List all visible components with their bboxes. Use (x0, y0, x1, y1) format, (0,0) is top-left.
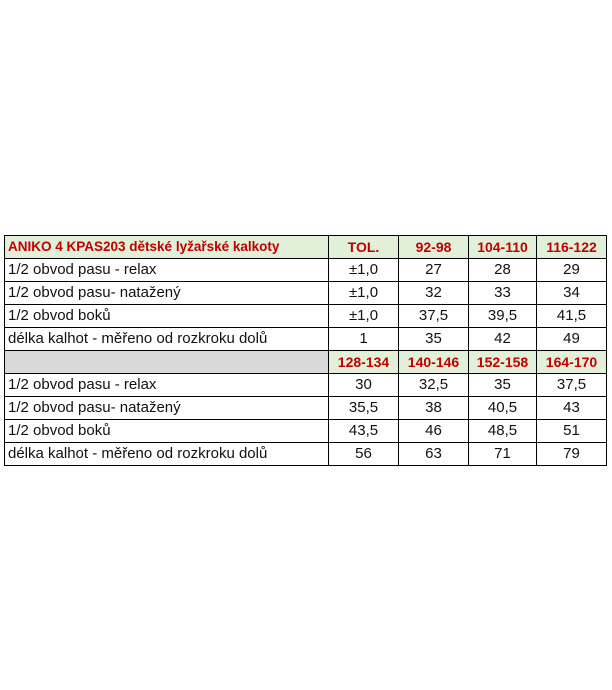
blank-header-cell (5, 351, 329, 374)
row-label: 1/2 obvod boků (5, 305, 329, 328)
cell-value: ±1,0 (329, 282, 399, 305)
header-cell-size: 152-158 (469, 351, 537, 374)
cell-value: ±1,0 (329, 305, 399, 328)
header-row-1 (5, 236, 607, 259)
table-row (5, 420, 607, 443)
cell-value: 30 (329, 374, 399, 397)
header-cell-size: 104-110 (469, 236, 537, 259)
header-cell-size: 164-170 (537, 351, 607, 374)
cell-value: 27 (399, 259, 469, 282)
header-cell-size: 116-122 (537, 236, 607, 259)
cell-value: 35 (469, 374, 537, 397)
row-label: 1/2 obvod pasu - relax (5, 259, 329, 282)
row-label: délka kalhot - měřeno od rozkroku dolů (5, 443, 329, 466)
row-label: 1/2 obvod pasu- natažený (5, 397, 329, 420)
cell-value: 46 (399, 420, 469, 443)
cell-value: 41,5 (537, 305, 607, 328)
cell-value: 43,5 (329, 420, 399, 443)
table-row (5, 305, 607, 328)
header-row-2 (5, 351, 607, 374)
cell-value: 37,5 (399, 305, 469, 328)
row-label: 1/2 obvod pasu - relax (5, 374, 329, 397)
cell-value: 49 (537, 328, 607, 351)
cell-value: 71 (469, 443, 537, 466)
cell-value: 33 (469, 282, 537, 305)
cell-value: 56 (329, 443, 399, 466)
row-label: 1/2 obvod boků (5, 420, 329, 443)
cell-value: 43 (537, 397, 607, 420)
cell-value: 1 (329, 328, 399, 351)
size-chart-table (4, 235, 607, 466)
table-title: ANIKO 4 KPAS203 dětské lyžařské kalkoty (5, 236, 329, 259)
cell-value: 37,5 (537, 374, 607, 397)
table-row (5, 282, 607, 305)
cell-value: 34 (537, 282, 607, 305)
table-row (5, 259, 607, 282)
cell-value: 38 (399, 397, 469, 420)
table-row (5, 328, 607, 351)
header-cell-size: 128-134 (329, 351, 399, 374)
header-cell-size: 92-98 (399, 236, 469, 259)
table-row (5, 374, 607, 397)
cell-value: 63 (399, 443, 469, 466)
cell-value: 32,5 (399, 374, 469, 397)
row-label: 1/2 obvod pasu- natažený (5, 282, 329, 305)
cell-value: 39,5 (469, 305, 537, 328)
cell-value: 28 (469, 259, 537, 282)
cell-value: 79 (537, 443, 607, 466)
cell-value: 40,5 (469, 397, 537, 420)
header-cell-tolerance: TOL. (329, 236, 399, 259)
cell-value: 51 (537, 420, 607, 443)
table-row (5, 397, 607, 420)
header-cell-size: 140-146 (399, 351, 469, 374)
cell-value: 35 (399, 328, 469, 351)
cell-value: 29 (537, 259, 607, 282)
cell-value: ±1,0 (329, 259, 399, 282)
cell-value: 48,5 (469, 420, 537, 443)
cell-value: 42 (469, 328, 537, 351)
row-label: délka kalhot - měřeno od rozkroku dolů (5, 328, 329, 351)
table-row (5, 443, 607, 466)
cell-value: 35,5 (329, 397, 399, 420)
cell-value: 32 (399, 282, 469, 305)
